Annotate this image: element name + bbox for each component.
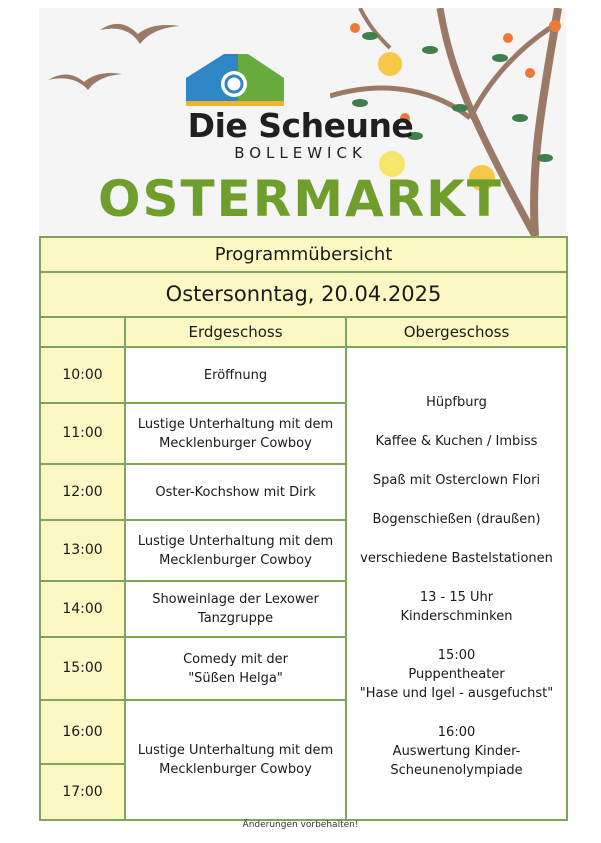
time-cell: 17:00: [40, 764, 125, 820]
upper-event-line: Hüpfburg: [426, 395, 487, 410]
upper-event: [351, 432, 562, 451]
program-table: [39, 236, 568, 821]
upper-event: [351, 510, 562, 529]
ground-floor-event: [125, 520, 346, 581]
time-cell: 12:00: [40, 464, 125, 520]
time-column-header: [40, 317, 125, 347]
upper-event-line: Puppentheater: [408, 667, 505, 682]
event-line: Lustige Unterhaltung mit dem: [137, 533, 334, 549]
event-line: Lustige Unterhaltung mit dem: [137, 743, 334, 758]
event-line: Oster-Kochshow mit Dirk: [155, 484, 316, 500]
brand-name: Die Scheune: [187, 106, 414, 145]
upper-event: [351, 393, 562, 412]
event-title: OSTERMARKT: [97, 170, 504, 228]
upper-event: [351, 549, 562, 568]
upper-event-line: Kaffee & Kuchen / Imbiss: [375, 434, 538, 449]
upper-event: [351, 646, 562, 703]
upper-event: [351, 588, 562, 626]
footer-note: Änderungen vorbehalten!: [242, 820, 359, 830]
event-line: "Süßen Helga": [188, 670, 283, 686]
event-line: Showeinlage der Lexower: [152, 592, 319, 607]
house-logo-icon: [186, 54, 286, 106]
ground-floor-header: Erdgeschoss: [125, 317, 346, 347]
upper-floor-events: [346, 347, 567, 820]
upper-event-line: Kinderschminken: [400, 609, 513, 624]
time-cell: 10:00: [40, 347, 125, 403]
brand-subtitle: BOLLEWICK: [234, 144, 367, 162]
upper-event-line: Spaß mit Osterclown Flori: [372, 473, 541, 488]
upper-event-line: Auswertung Kinder-: [392, 744, 521, 759]
time-cell: 11:00: [40, 403, 125, 464]
upper-event-line: Scheunenolympiade: [390, 763, 523, 778]
birds-illustration: [40, 18, 210, 108]
ground-floor-event: [125, 700, 346, 820]
upper-event-line: Bogenschießen (draußen): [372, 512, 541, 527]
time-cell: 13:00: [40, 520, 125, 581]
event-line: Comedy mit der: [183, 651, 288, 667]
ground-floor-event: [125, 347, 346, 403]
ground-floor-event: [125, 403, 346, 464]
upper-event: [351, 723, 562, 780]
event-line: Mecklenburger Cowboy: [159, 435, 312, 451]
ground-floor-event: [125, 581, 346, 637]
ground-floor-event: [125, 464, 346, 520]
upper-event: [351, 471, 562, 490]
time-cell: 15:00: [40, 637, 125, 700]
program-date: Ostersonntag, 20.04.2025: [40, 272, 567, 317]
event-line: Tanzgruppe: [197, 611, 274, 626]
ground-floor-event: [125, 637, 346, 700]
event-line: Eröffnung: [203, 367, 268, 383]
time-cell: 14:00: [40, 581, 125, 637]
event-line: Mecklenburger Cowboy: [159, 552, 312, 568]
upper-event-line: verschiedene Bastelstationen: [360, 551, 553, 566]
upper-event-line: 16:00: [437, 725, 476, 740]
event-line: Lustige Unterhaltung mit dem: [137, 416, 334, 432]
event-line: Mecklenburger Cowboy: [159, 762, 312, 777]
program-title: Programmübersicht: [40, 237, 567, 272]
upper-event-line: 13 - 15 Uhr: [419, 590, 494, 605]
upper-event-line: 15:00: [437, 648, 476, 663]
upper-floor-header: Obergeschoss: [346, 317, 567, 347]
upper-event-line: "Hase und Igel - ausgefuchst": [359, 686, 554, 701]
time-cell: 16:00: [40, 700, 125, 764]
